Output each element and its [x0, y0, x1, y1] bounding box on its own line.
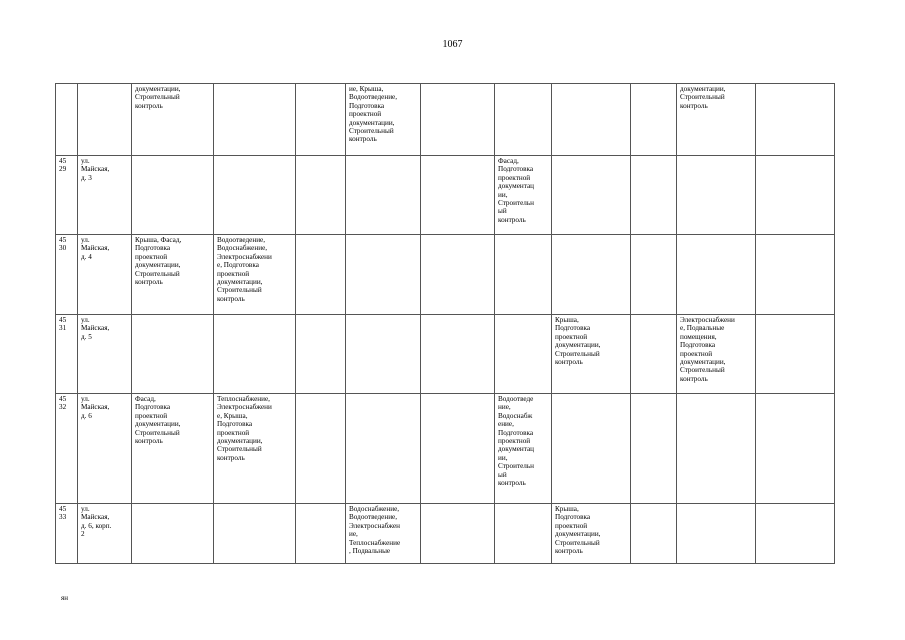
cell-text-line: Водоснабж	[498, 411, 533, 420]
table-cell-c3	[296, 84, 346, 156]
cell-text-line: контроль	[135, 101, 163, 110]
cell-text-line: , Подвальные	[349, 547, 391, 556]
cell-text-line: Водоотведение,	[349, 93, 398, 102]
cell-text-line: Строительн	[498, 462, 535, 471]
table-cell-c1	[132, 84, 214, 156]
cell-text-line: Подготовка	[135, 244, 171, 253]
table-row	[56, 235, 835, 315]
cell-text-line: 45	[59, 157, 67, 165]
cell-text-line: Майская,	[81, 324, 110, 333]
table-cell-c10	[756, 394, 835, 504]
cell-text-line: контроль	[217, 294, 245, 303]
cell-text-line: Фасад,	[498, 157, 519, 165]
table-cell-c4	[346, 84, 421, 156]
table-cell-c10	[756, 156, 835, 235]
cell-text-line: контроль	[498, 479, 526, 488]
table-cell-c2	[214, 504, 296, 564]
table-cell-c8	[631, 394, 677, 504]
cell-text-line: ул.	[81, 395, 90, 403]
cell-text-line: Водоотведе	[498, 395, 534, 403]
cell-text-line: контроль	[135, 278, 163, 287]
table-cell-c9	[677, 315, 756, 394]
cell-text-line: Подготовка	[349, 101, 385, 110]
cell-text-line: ул.	[81, 157, 90, 165]
cell-text-line: 45	[59, 316, 67, 324]
table-cell-num	[56, 156, 78, 235]
table-cell-c5	[421, 235, 495, 315]
cell-text-line: Электроснабжени	[217, 252, 272, 261]
cell-text-line: проектной	[680, 349, 713, 358]
cell-text-line: Крыша,	[555, 316, 579, 324]
table-cell-c1	[132, 315, 214, 394]
table-cell-c6	[495, 504, 552, 564]
cell-text-line: Водоотведение,	[217, 236, 266, 244]
page-number: 1067	[442, 39, 463, 50]
cell-text-line: 31	[59, 324, 67, 333]
cell-text-line: Майская,	[81, 165, 110, 174]
cell-text-line: проектной	[135, 411, 168, 420]
cell-text-line: документации,	[555, 530, 601, 539]
cell-text-line: Подготовка	[217, 420, 253, 429]
table-cell-c7	[552, 84, 631, 156]
table-cell-c5	[421, 504, 495, 564]
cell-text-line: проектной	[555, 332, 588, 341]
table-cell-c1	[132, 504, 214, 564]
table-cell-c8	[631, 235, 677, 315]
table-cell-c4	[346, 315, 421, 394]
table-cell-c2	[214, 394, 296, 504]
table-cell-c2	[214, 315, 296, 394]
cell-text-line: ие, Крыша,	[349, 85, 384, 93]
cell-text-line: Подготовка	[135, 403, 171, 412]
table-cell-c3	[296, 315, 346, 394]
cell-text-line: проектной	[498, 437, 531, 446]
cell-text-line: 33	[59, 513, 67, 522]
table-cell-c5	[421, 156, 495, 235]
cell-text-line: ии,	[498, 453, 508, 462]
table-cell-c7	[552, 315, 631, 394]
cell-text-line: Строительный	[555, 538, 600, 547]
cell-text-line: 30	[59, 244, 67, 253]
cell-text-line: контроль	[555, 358, 583, 367]
cell-text-line: Подготовка	[555, 513, 591, 522]
cell-text-line: Майская,	[81, 403, 110, 412]
cell-text-line: д. 4	[81, 252, 92, 261]
table-cell-c10	[756, 235, 835, 315]
table-cell-c8	[631, 84, 677, 156]
table-cell-c2	[214, 156, 296, 235]
cell-text-line: Подготовка	[498, 428, 534, 437]
table-cell-c2	[214, 235, 296, 315]
cell-text-line: Строительный	[217, 286, 262, 295]
table-cell-c5	[421, 84, 495, 156]
cell-text-line: проектной	[135, 252, 168, 261]
cell-text-line: документации,	[349, 118, 395, 127]
table-row	[56, 84, 835, 156]
footer-mark: ян	[61, 594, 68, 602]
cell-text-line: ение,	[498, 420, 514, 429]
table-row	[56, 394, 835, 504]
cell-text-line: Водоснабжение,	[217, 244, 268, 253]
cell-text-line: Фасад,	[135, 395, 156, 403]
cell-text-line: ый	[498, 207, 507, 216]
table-cell-c2	[214, 84, 296, 156]
table-cell-addr	[78, 84, 132, 156]
table-cell-c10	[756, 84, 835, 156]
cell-text-line: д. 6, корп.	[81, 521, 112, 530]
cell-text-line: Строительн	[498, 199, 535, 208]
table-cell-c1	[132, 156, 214, 235]
table-cell-c9	[677, 156, 756, 235]
cell-text-line: Майская,	[81, 244, 110, 253]
table-cell-c8	[631, 504, 677, 564]
table-cell-c8	[631, 315, 677, 394]
cell-text-line: документации,	[217, 278, 263, 287]
table-cell-num	[56, 315, 78, 394]
cell-text-line: е, Подвальные	[680, 324, 725, 333]
cell-text-line: проектной	[349, 110, 382, 119]
cell-text-line: документации,	[135, 420, 181, 429]
table-cell-c4	[346, 504, 421, 564]
cell-text-line: ый	[498, 470, 507, 479]
cell-text-line: Строительный	[555, 349, 600, 358]
cell-text-line: контроль	[680, 374, 708, 383]
table-cell-c5	[421, 394, 495, 504]
cell-text-line: Крыша, Фасад,	[135, 236, 182, 244]
cell-text-line: документац	[498, 445, 534, 454]
cell-text-line: Подготовка	[555, 324, 591, 333]
cell-text-line: контроль	[349, 135, 377, 144]
cell-text-line: 45	[59, 505, 67, 513]
table-cell-c6	[495, 84, 552, 156]
cell-text-line: документации,	[217, 437, 263, 446]
cell-text-line: Теплоснабжение,	[217, 395, 270, 403]
table-cell-c6	[495, 156, 552, 235]
table-cell-c9	[677, 235, 756, 315]
cell-text-line: документации,	[135, 85, 181, 93]
cell-text-line: помещения,	[680, 332, 717, 341]
table-cell-c9	[677, 84, 756, 156]
table-cell-c6	[495, 235, 552, 315]
repair-schedule-table	[55, 83, 835, 564]
cell-text-line: д. 6	[81, 411, 92, 420]
cell-text-line: е, Крыша,	[217, 411, 248, 420]
cell-text-line: контроль	[498, 215, 526, 224]
table-cell-c3	[296, 394, 346, 504]
cell-text-line: Водоснабжение,	[349, 505, 400, 513]
cell-text-line: проектной	[555, 521, 588, 530]
cell-text-line: проектной	[217, 428, 250, 437]
table-cell-num	[56, 84, 78, 156]
cell-text-line: проектной	[498, 173, 531, 182]
table-cell-c3	[296, 156, 346, 235]
table-cell-addr	[78, 394, 132, 504]
cell-text-line: Водоотведение,	[349, 513, 398, 522]
table-cell-c9	[677, 394, 756, 504]
cell-text-line: Строительный	[135, 93, 180, 102]
cell-text-line: Электроснабжени	[680, 316, 735, 324]
cell-text-line: 2	[81, 530, 85, 539]
table-cell-c3	[296, 504, 346, 564]
cell-text-line: Теплоснабжение	[349, 538, 401, 547]
cell-text-line: документации,	[680, 85, 726, 93]
cell-text-line: Крыша,	[555, 505, 579, 513]
table-row	[56, 504, 835, 564]
table-cell-addr	[78, 504, 132, 564]
table-cell-addr	[78, 156, 132, 235]
cell-text-line: Строительный	[135, 269, 180, 278]
cell-text-line: документац	[498, 182, 534, 191]
cell-text-line: Строительный	[680, 366, 725, 375]
cell-text-line: д. 5	[81, 332, 92, 341]
cell-text-line: ул.	[81, 236, 90, 244]
table-cell-addr	[78, 235, 132, 315]
table-cell-c6	[495, 315, 552, 394]
cell-text-line: контроль	[555, 547, 583, 556]
table-cell-c8	[631, 156, 677, 235]
cell-text-line: контроль	[135, 437, 163, 446]
cell-text-line: Электроснабжен	[349, 521, 401, 530]
cell-text-line: ии,	[498, 190, 508, 199]
table-cell-num	[56, 394, 78, 504]
cell-text-line: документации,	[135, 261, 181, 270]
cell-text-line: контроль	[217, 453, 245, 462]
cell-text-line: Строительный	[135, 428, 180, 437]
cell-text-line: Строительный	[217, 445, 262, 454]
table-cell-c4	[346, 235, 421, 315]
cell-text-line: ие,	[349, 530, 358, 539]
cell-text-line: е, Подготовка	[217, 261, 259, 270]
table-cell-c10	[756, 504, 835, 564]
table-cell-c1	[132, 394, 214, 504]
cell-text-line: Подготовка	[498, 165, 534, 174]
cell-text-line: 45	[59, 395, 67, 403]
cell-text-line: документации,	[680, 358, 726, 367]
cell-text-line: проектной	[217, 269, 250, 278]
cell-text-line: Майская,	[81, 513, 110, 522]
table-cell-c7	[552, 156, 631, 235]
table-cell-num	[56, 504, 78, 564]
cell-text-line: Подготовка	[680, 341, 716, 350]
cell-text-line: д. 3	[81, 173, 92, 182]
table-cell-c3	[296, 235, 346, 315]
cell-text-line: Строительный	[680, 93, 725, 102]
cell-text-line: ул.	[81, 316, 90, 324]
cell-text-line: ние,	[498, 403, 511, 412]
table-cell-c7	[552, 235, 631, 315]
cell-text-line: документации,	[555, 341, 601, 350]
table-cell-c4	[346, 394, 421, 504]
table-cell-c7	[552, 504, 631, 564]
cell-text-line: 32	[59, 403, 67, 412]
table-cell-c4	[346, 156, 421, 235]
table-cell-c10	[756, 315, 835, 394]
cell-text-line: ул.	[81, 505, 90, 513]
table-cell-c9	[677, 504, 756, 564]
cell-text-line: Электроснабжени	[217, 403, 272, 412]
cell-text-line: контроль	[680, 101, 708, 110]
cell-text-line: 29	[59, 165, 67, 174]
table-cell-c1	[132, 235, 214, 315]
table-row	[56, 315, 835, 394]
table-cell-addr	[78, 315, 132, 394]
table-body	[56, 84, 835, 564]
table-cell-c5	[421, 315, 495, 394]
table-cell-c6	[495, 394, 552, 504]
table-cell-c7	[552, 394, 631, 504]
cell-text-line: 45	[59, 236, 67, 244]
table-cell-num	[56, 235, 78, 315]
table-row	[56, 156, 835, 235]
cell-text-line: Строительный	[349, 127, 394, 136]
